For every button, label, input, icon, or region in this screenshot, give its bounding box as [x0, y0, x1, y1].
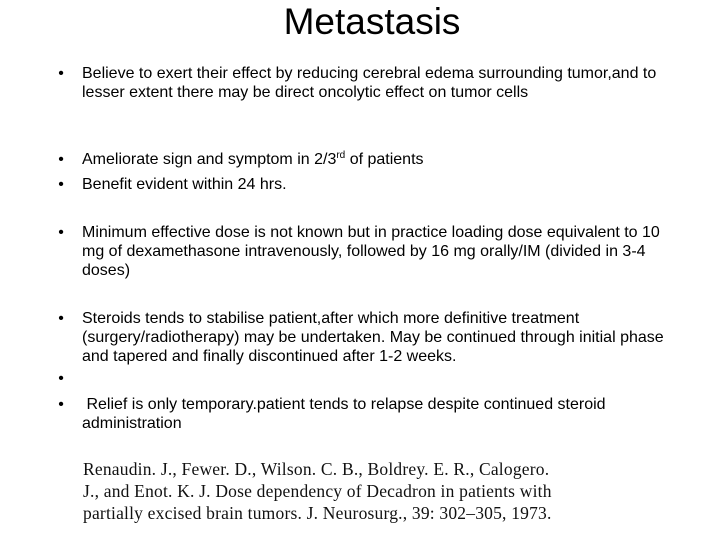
- bullet-item: [55, 175, 685, 194]
- bullet-text: Minimum effective dose is not known but in practice loading dose equivalent to 10 mg of dexamethasone intravenously, followed by 16 mg orally/IM (divided in 3-4 doses): [82, 224, 660, 279]
- bullet-text-part: of patients: [345, 151, 424, 168]
- bullet-text: Benefit evident within 24 hrs.: [82, 176, 287, 193]
- bullet-text: Believe to exert their effect by reducing cerebral edema surrounding tumor,and to lesser extent there may be direct oncolytic effect on tumor cells: [82, 65, 657, 101]
- citation-line: J., and Enot. K. J. Dose dependency of Decadron in patients with: [83, 481, 552, 501]
- bullet-dot: •: [58, 224, 64, 241]
- bullet-item: [55, 223, 685, 280]
- bullet-text: [82, 150, 682, 169]
- bullet-item: [55, 64, 685, 102]
- bullet-text: Steroids tends to stabilise patient,after which more definitive treatment (surgery/radiotherapy) may be undertaken. May be continued through initial phase and tapered and finally discontinued after 1-2 weeks.: [82, 310, 664, 365]
- bullet-item: [55, 309, 685, 366]
- citation-line: Renaudin. J., Fewer. D., Wilson. C. B., Boldrey. E. R., Calogero.: [83, 459, 550, 479]
- bullet-dot: •: [58, 151, 64, 168]
- ordinal-superscript: rd: [336, 150, 346, 161]
- slide-title: Metastasis: [283, 1, 461, 42]
- bullet-dot: •: [58, 396, 64, 413]
- reference-citation: [83, 458, 703, 524]
- bullet-item: [55, 395, 685, 433]
- bullet-text: Relief is only temporary.patient tends to relapse despite continued steroid administration: [82, 396, 611, 432]
- bullet-text-part: Ameliorate sign and symptom in 2/3: [82, 151, 337, 168]
- bullet-dot: •: [58, 310, 64, 327]
- citation-line: partially excised brain tumors. J. Neurosurg., 39: 302–305, 1973.: [83, 503, 552, 523]
- bullet-dot: •: [58, 65, 64, 82]
- bullet-dot: •: [58, 176, 64, 193]
- bullet-dot: •: [58, 370, 64, 387]
- bullet-item: [55, 150, 685, 169]
